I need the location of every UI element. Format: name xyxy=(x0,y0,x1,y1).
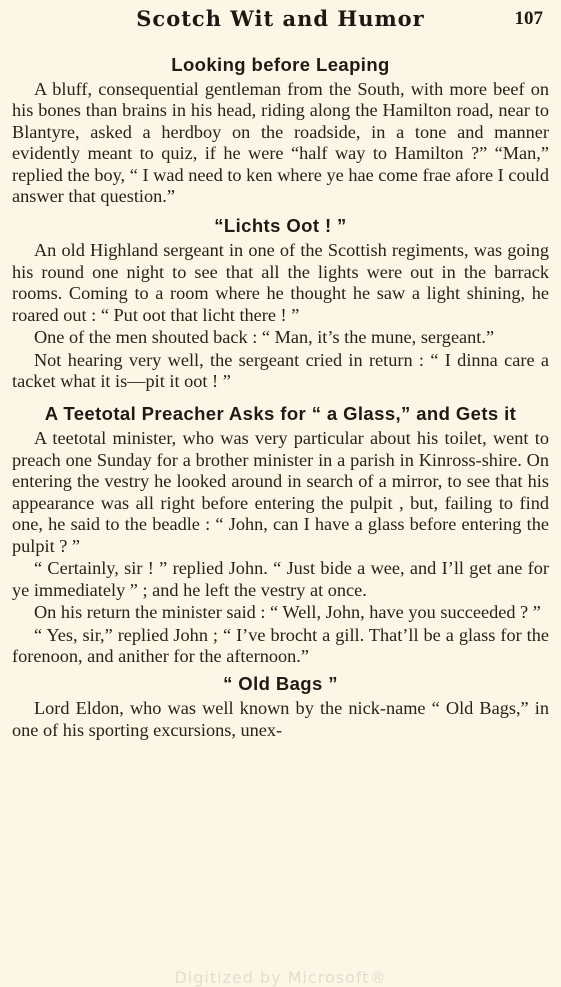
paragraph: A bluff, consequential gentleman from the South, with more beef on his bones than brains in his head, riding along the Hamilton road, near to Blantyre, asked a herdboy on the roadside, in a tone and manner evidently meant to quiz, if he were “half way to Hamilton ?” “Man,” replied the boy, “ I wad need to ken where ye hae come frae afore I could answer that question.” xyxy=(12,78,549,206)
section-heading-old-bags: “ Old Bags ” xyxy=(223,672,338,694)
page-body xyxy=(12,50,549,741)
section-heading-teetotal-preacher: A Teetotal Preacher Asks for “ a Glass,” and Gets it xyxy=(44,402,517,424)
section-heading-lichts-oot: “Lichts Oot ! ” xyxy=(214,214,347,236)
paragraph: Not hearing very well, the sergeant cried in return : “ I dinna care a tacket what it is—pit it oot ! ” xyxy=(12,349,549,391)
paragraph: Lord Eldon, who was well known by the nick-name “ Old Bags,” in one of his sporting excursions, unex- xyxy=(12,698,549,740)
running-title: Scotch Wit and Humor xyxy=(136,6,425,31)
paragraph: One of the men shouted back : “ Man, it’s the mune, sergeant.” xyxy=(33,327,495,347)
paragraph: “ Yes, sir,” replied John ; “ I’ve brocht a gill. That’ll be a glass for the forenoon, and anither for the afternoon.” xyxy=(12,624,549,666)
section-heading-looking-before-leaping: Looking before Leaping xyxy=(171,54,390,75)
running-head xyxy=(0,6,561,40)
paragraph: On his return the minister said : “ Well, John, have you succeeded ? ” xyxy=(33,602,541,622)
page-number: 107 xyxy=(514,8,543,29)
paragraph: A teetotal minister, who was very particular about his toilet, went to preach one Sunday for a brother minister in a parish in Kinross-shire. On entering the vestry he looked around in search of a mirror, to see that his appearance was all right before entering the pulpit , but, failing to find one, he said to the beadle : “ John, can I have a glass before entering the pulpit ? ” xyxy=(12,428,549,556)
digitization-watermark: Digitized by Microsoft® xyxy=(174,968,387,987)
paragraph: “ Certainly, sir ! ” replied John. “ Just bide a wee, and I’ll get ane for ye immediately ” ; and he left the vestry at once. xyxy=(12,558,549,600)
paragraph: An old Highland sergeant in one of the Scottish regiments, was going his round one night to see that all the lights were out in the barrack rooms. Coming to a room where he thought he saw a light shining, he roared out : “ Put oot that licht there ! ” xyxy=(12,240,549,325)
